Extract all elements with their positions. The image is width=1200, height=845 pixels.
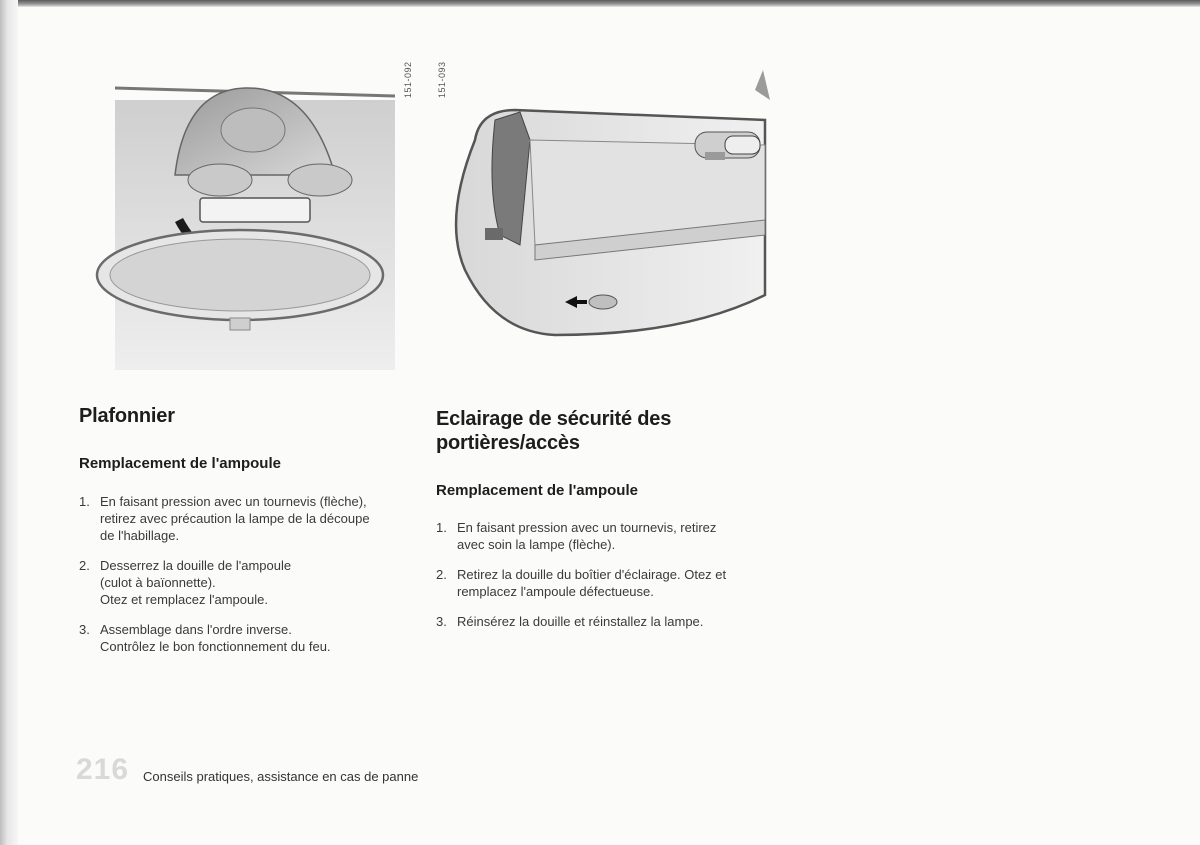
list-item: 1. En faisant pression avec un tournevis (flèche), retirez avec précaution la lampe de la découpe de l'habillage. (79, 494, 370, 543)
door-light-illustration (435, 70, 770, 370)
right-section-title: Eclairage de sécurité des portières/accès (436, 408, 672, 454)
right-section-subtitle: Remplacement de l'ampoule (436, 482, 638, 499)
page-top-edge (0, 0, 1200, 7)
chapter-footer: Conseils pratiques, assistance en cas de panne (143, 769, 419, 784)
list-item: 1. En faisant pression avec un tournevis, retirez avec soin la lampe (flèche). (436, 520, 717, 552)
list-item: 3. Réinsérez la douille et réinstallez la lampe. (436, 614, 704, 629)
list-item: 2. Desserrez la douille de l'ampoule (culot à baïonnette). Otez et remplacez l'ampoule. (79, 558, 292, 607)
figure-code-right: 151-093 (437, 61, 447, 98)
left-section-title: Plafonnier (79, 405, 175, 427)
figure-code-left: 151-092 (403, 61, 413, 98)
list-item: 3. Assemblage dans l'ordre inverse. Contrôlez le bon fonctionnement du feu. (79, 622, 331, 654)
right-steps-list (436, 519, 796, 643)
page-number: 216 (76, 753, 130, 786)
interior-light-illustration (95, 80, 395, 370)
page-binding-edge (0, 0, 18, 845)
list-item: 2. Retirez la douille du boîtier d'éclairage. Otez et remplacez l'ampoule défectueuse. (436, 567, 727, 599)
left-section-subtitle: Remplacement de l'ampoule (79, 455, 281, 472)
left-steps-list (79, 493, 429, 668)
